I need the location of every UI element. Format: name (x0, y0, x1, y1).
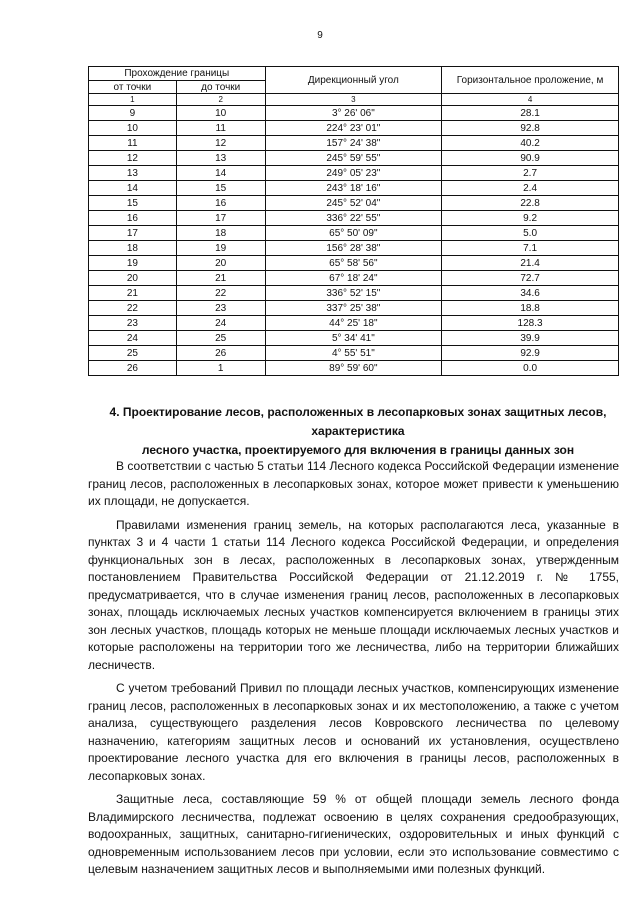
boundary-table-body (89, 106, 619, 376)
distance-cell: 18.8 (442, 301, 619, 316)
angle-cell: 245° 59' 55" (265, 151, 442, 166)
table-row (89, 211, 619, 226)
distance-cell: 5.0 (442, 226, 619, 241)
distance-cell: 34.6 (442, 286, 619, 301)
from-point-cell: 18 (89, 241, 177, 256)
angle-cell: 65° 58' 56" (265, 256, 442, 271)
table-row (89, 106, 619, 121)
table-row (89, 241, 619, 256)
paragraph: Защитные леса, составляющие 59 % от общей площади земель лесного фонда Владимирского лесничества, подлежат освоению в целях сохранения средообразующих, водоохранных, защитных, санитарно-гигиенических, оздоровительных и иных функций с одновременным использованием лесов при условии, если это использование совместимо с целевым назначением защитных лесов и выполняемыми ими полезных функций. (88, 792, 619, 876)
page-number: 9 (317, 30, 323, 41)
from-point-cell: 14 (89, 181, 177, 196)
angle-cell: 65° 50' 09" (265, 226, 442, 241)
to-point-cell: 19 (176, 241, 265, 256)
distance-cell: 7.1 (442, 241, 619, 256)
paragraph: Правилами изменения границ земель, на которых располагаются леса, указанные в пунктах 3 и 4 части 1 статьи 114 Лесного кодекса Российской Федерации, и определения функциональных зон в лесах, расположенных в лесопарковых зонах, утвержденным постановлением Правительства Российской Федерации от 21.12.2019 г. № 1755, предусматривается, что в случае изменения границ лесов, расположенных в лесопарковых зонах, площадь исключаемых лесных участков компенсируется включением в границы этих зон лесных участков, площадь которых не меньше площади исключаемых лесных участков и которые расположены на территории того же лесничества, либо на территории ближайших лесничеств. (88, 517, 619, 672)
to-point-cell: 21 (176, 271, 265, 286)
table-row (89, 121, 619, 136)
from-point-cell: 9 (89, 106, 177, 121)
table-row (89, 151, 619, 166)
table-row (89, 181, 619, 196)
angle-cell: 157° 24' 38" (265, 136, 442, 151)
from-point-cell: 15 (89, 196, 177, 211)
table-row (89, 301, 619, 316)
column-number: 2 (176, 94, 265, 106)
to-point-cell: 22 (176, 286, 265, 301)
from-point-header: от точки (89, 81, 177, 94)
from-point-cell: 22 (89, 301, 177, 316)
to-point-cell: 10 (176, 106, 265, 121)
to-point-cell: 26 (176, 346, 265, 361)
angle-cell: 336° 22' 55" (265, 211, 442, 226)
table-row (89, 361, 619, 376)
to-point-cell: 24 (176, 316, 265, 331)
to-point-cell: 13 (176, 151, 265, 166)
table-row (89, 331, 619, 346)
from-point-cell: 21 (89, 286, 177, 301)
distance-cell: 92.9 (442, 346, 619, 361)
from-point-cell: 11 (89, 136, 177, 151)
to-point-cell: 15 (176, 181, 265, 196)
angle-cell: 156° 28' 38" (265, 241, 442, 256)
table-row (89, 196, 619, 211)
distance-cell: 90.9 (442, 151, 619, 166)
to-point-cell: 14 (176, 166, 265, 181)
column-number: 4 (442, 94, 619, 106)
from-point-cell: 13 (89, 166, 177, 181)
from-point-cell: 12 (89, 151, 177, 166)
angle-cell: 245° 52' 04" (265, 196, 442, 211)
angle-cell: 249° 05' 23" (265, 166, 442, 181)
distance-cell: 92.8 (442, 121, 619, 136)
table-row (89, 166, 619, 181)
from-point-cell: 20 (89, 271, 177, 286)
to-point-cell: 17 (176, 211, 265, 226)
from-point-cell: 19 (89, 256, 177, 271)
distance-cell: 0.0 (442, 361, 619, 376)
angle-cell: 3° 26' 06" (265, 106, 442, 121)
to-point-cell: 16 (176, 196, 265, 211)
distance-cell: 72.7 (442, 271, 619, 286)
table-row (89, 136, 619, 151)
angle-cell: 224° 23' 01" (265, 121, 442, 136)
to-point-cell: 18 (176, 226, 265, 241)
to-point-cell: 11 (176, 121, 265, 136)
angle-cell: 243° 18' 16" (265, 181, 442, 196)
distance-cell: 2.4 (442, 181, 619, 196)
to-point-cell: 23 (176, 301, 265, 316)
distance-cell: 128.3 (442, 316, 619, 331)
distance-cell: 2.7 (442, 166, 619, 181)
from-point-cell: 25 (89, 346, 177, 361)
distance-cell: 9.2 (442, 211, 619, 226)
distance-cell: 21.4 (442, 256, 619, 271)
distance-cell: 39.9 (442, 331, 619, 346)
boundary-table (88, 66, 619, 376)
angle-cell: 337° 25' 38" (265, 301, 442, 316)
from-point-cell: 26 (89, 361, 177, 376)
distance-column-header: Горизонтальное проложение, м (442, 67, 619, 94)
column-number: 1 (89, 94, 177, 106)
column-number: 3 (265, 94, 442, 106)
to-point-cell: 20 (176, 256, 265, 271)
table-row (89, 256, 619, 271)
angle-column-header: Дирекционный угол (265, 67, 442, 94)
from-point-cell: 10 (89, 121, 177, 136)
to-point-cell: 25 (176, 331, 265, 346)
from-point-cell: 24 (89, 331, 177, 346)
body-text (88, 458, 619, 885)
to-point-header: до точки (176, 81, 265, 94)
angle-cell: 67° 18' 24" (265, 271, 442, 286)
angle-cell: 5° 34' 41" (265, 331, 442, 346)
table-row (89, 271, 619, 286)
section-heading (88, 403, 628, 460)
section-heading-line: 4. Проектирование лесов, расположенных в лесопарковых зонах защитных лесов, характеристика (109, 405, 607, 438)
angle-cell: 336° 52' 15" (265, 286, 442, 301)
from-point-cell: 17 (89, 226, 177, 241)
distance-cell: 22.8 (442, 196, 619, 211)
paragraph: С учетом требований Привил по площади лесных участков, компенсирующих изменение границ лесов, расположенных в лесопарковых зонах и их местоположению, а также с учетом анализа, существующего разделения лесов Ковровского лесничества по целевому назначению, категориям защитных лесов и оснований их установления, осуществлено проектирование лесного участка для его включения в границы лесов, расположенных в лесопарковых зонах. (88, 681, 619, 783)
section-heading-line: лесного участка, проектируемого для включения в границы данных зон (141, 443, 575, 457)
to-point-cell: 12 (176, 136, 265, 151)
angle-cell: 89° 59' 60" (265, 361, 442, 376)
table-row (89, 346, 619, 361)
angle-cell: 44° 25' 18" (265, 316, 442, 331)
table-row (89, 226, 619, 241)
from-point-cell: 23 (89, 316, 177, 331)
table-row (89, 286, 619, 301)
distance-cell: 28.1 (442, 106, 619, 121)
to-point-cell: 1 (176, 361, 265, 376)
angle-cell: 4° 55' 51" (265, 346, 442, 361)
table-row (89, 316, 619, 331)
from-point-cell: 16 (89, 211, 177, 226)
paragraph: В соответствии с частью 5 статьи 114 Лесного кодекса Российской Федерации изменение границ лесов, расположенных в лесопарковых зонах, которое может привести к уменьшению их площади, не допускается. (88, 459, 619, 508)
distance-cell: 40.2 (442, 136, 619, 151)
boundary-group-header: Прохождение границы (89, 67, 266, 81)
